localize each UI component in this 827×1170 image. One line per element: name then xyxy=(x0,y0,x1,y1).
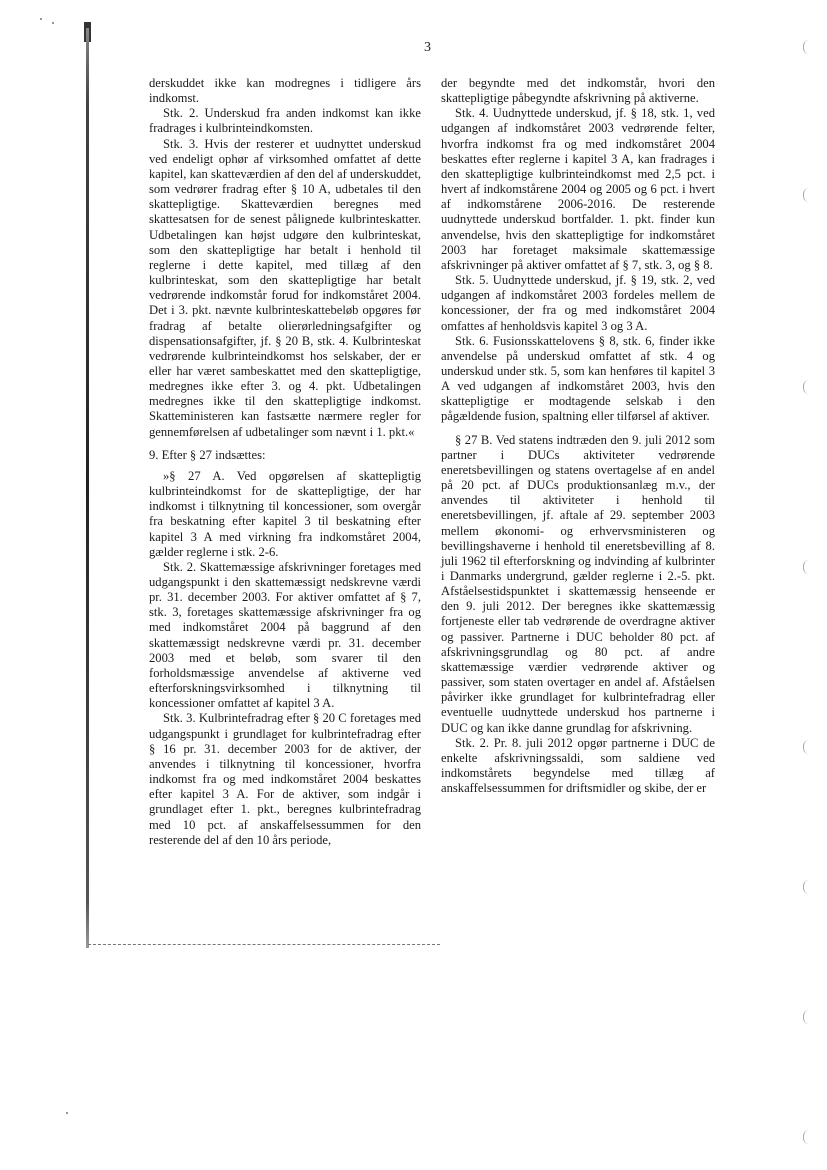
paragraph: Stk. 3. Kulbrintefradrag efter § 20 C foretages med udgangspunkt i grundlaget for kulbrintefradrag efter § 16 pr. 31. december 2003 for de aktiver, der anvendes i tilknytning til koncessioner, hvorfra indkomst fra og med indkomståret 2004 beskattes efter kapitel 3 A. For de aktiver, som indgår i grundlaget efter 1. pkt., beregnes kulbrintefradrag med 10 pct. af anskaffelsessummen for den resterende del af den 10 års periode, xyxy=(149,711,421,847)
paragraph: Stk. 3. Hvis der resterer et uudnyttet underskud ved endeligt ophør af virksomhed omfattet af dette kapitel, kan skatteværdien af den del af underskuddet, som vedrører fradrag efter § 10 A, udbetales til den skattepligtige. Skatteværdien beregnes med skattesatsen for de senest pålignede kulbrinteskatter. Udbetalingen kan højst udgøre den kulbrinteskat, som den skattepligtige har betalt i henhold til reglerne i dette kapitel, med tillæg af den kulbrinteskat, som den skattepligtige har betalt vedrørende indkomstår forud for indkomståret 2004. Det i 3. pkt. nævnte kulbrinteskattebeløb opgøres før fradrag af betalte olierørledningsafgifter og dispensationsafgifter, jf. § 20 B, stk. 4. Kulbrinteskat vedrørende kulbrinteindkomst hos selskaber, der er eller har været sambeskattet med den skattepligtige, medregnes ikke efter 3. og 4. pkt. Udbetalingen medregnes ikke til den skattepligtige indkomst. Skatteministeren kan fastsætte nærmere regler for gennemførelsen af udbetalinger som nævnt i 1. pkt.« xyxy=(149,136,421,439)
paragraph: der begyndte med det indkomstår, hvori den skattepligtige påbegyndte afskrivning på aktiverne. xyxy=(441,76,715,106)
scan-speck xyxy=(66,1112,68,1114)
paragraph: Stk. 4. Uudnyttede underskud, jf. § 18, stk. 1, ved udgangen af indkomståret 2003 vedrørende felter, hvorfra indkomst fra og med indkomståret 2004 beskattes efter reglerne i kapitel 3 A, kan fradrages i den skattepligtige kulbrinteindkomst med 2,5 pct. i hvert af indkomstårene 2004 og 2005 og 6 pct. i hvert af indkomstårene 2006-2016. De resterende uudnyttede underskud bortfalder. 1. pkt. finder kun anvendelse, hvis den skattepligtige for indkomståret 2003 har foretaget maksimale skattemæssige afskrivninger på aktiver omfattet af § 7, stk. 3, og § 8. xyxy=(441,106,715,272)
scan-speck xyxy=(40,18,42,20)
left-column xyxy=(149,76,421,848)
paragraph: »§ 27 A. Ved opgørelsen af skattepligtig kulbrinteindkomst for de skattepligtige, der har indkomst i tilknytning til koncessioner, som overgår fra beskatning efter kapitel 3 til beskatning efter kapitel 3 A med virkning fra indkomståret 2004, gælder reglerne i stk. 2-6. xyxy=(149,468,421,559)
paragraph: derskuddet ikke kan modregnes i tidligere års indkomst. xyxy=(149,76,421,106)
margin-mark xyxy=(803,380,810,394)
page-number: 3 xyxy=(424,40,431,55)
paragraph: Stk. 2. Pr. 8. juli 2012 opgør partnerne i DUC de enkelte afskrivningssaldi, som saldiene ved indkomstårets begyndelse med tillæg af anskaffelsessummen for driftsmidler og skibe, der er xyxy=(441,735,715,796)
margin-mark xyxy=(803,188,810,202)
scan-speck xyxy=(52,22,54,24)
paragraph: Stk. 2. Skattemæssige afskrivninger foretages med udgangspunkt i den skattemæssigt nedskrevne værdi pr. 31. december 2003. For aktiver omfattet af § 7, stk. 3, foretages skattemæssige afskrivninger fra og med indkomståret 2004 på baggrund af den skattemæssigt nedskrevne værdi pr. 31. december 2003 med et beløb, som svarer til den forholdsmæssige anvendelse af aktiverne ved efterforskningsvirksomhed i tilknytning til koncessioner omfattet af kapitel 3 A. xyxy=(149,559,421,711)
paragraph: Stk. 2. Underskud fra anden indkomst kan ikke fradrages i kulbrinteindkomsten. xyxy=(149,106,421,136)
paragraph: Stk. 6. Fusionsskattelovens § 8, stk. 6, finder ikke anvendelse på underskud omfattet af stk. 4 og underskud under stk. 5, som kan henføres til kapitel 3 A ved udgangen af indkomståret 2003, hvis den skattepligtige er modtagende selskab i den pågældende fusion, spaltning eller tilførsel af aktiver. xyxy=(441,333,715,424)
section-heading: 9. Efter § 27 indsættes: xyxy=(149,447,266,462)
margin-mark xyxy=(803,560,810,574)
paragraph: Stk. 5. Uudnyttede underskud, jf. § 19, stk. 2, ved udgangen af indkomståret 2003 fordeles mellem de koncessioner, der fra og med indkomståret 2004 omfattes af henholdsvis kapitel 3 og 3 A. xyxy=(441,273,715,333)
margin-mark xyxy=(803,880,810,894)
margin-mark xyxy=(803,740,810,754)
paragraph: § 27 B. Ved statens indtræden den 9. juli 2012 som partner i DUCs aktiviteter vedrørende eneretsbevillingen og statens overtagelse af en andel på 20 pct. af DUCs produktionsanlæg m.v., der anvendes til aktiviteter i henhold til eneretsbevillingen, jf. aftale af 29. september 2003 mellem økonomi- og erhvervsministeren og bevillingshaverne i henhold til eneretsbevilling af 8. juli 1962 til efterforskning og indvinding af kulbrinter i Danmarks undergrund, gælder reglerne i 2.-5. pkt. Afståelsestidspunktet i skattemæssig henseende er den 9. juli 2012. Der beregnes ikke skattemæssig fortjeneste eller tab vedrørende de overdragne aktiver og passiver. Partnerne i DUC beholder 80 pct. af afskrivningsgrundlag og 80 pct. af andre skattemæssige værdier vedrørende aktiver og passiver, som staten overtager en andel af. Afståelsen påvirker ikke grundlaget for kulbrintefradrag eller eventuelle uudnyttede underskud hos partnerne i DUC og kan ikke danne grundlag for afskrivning. xyxy=(441,432,715,735)
scan-left-edge xyxy=(86,28,89,948)
margin-mark xyxy=(803,1010,810,1024)
margin-mark xyxy=(803,1130,810,1144)
right-column xyxy=(441,76,715,796)
scan-bottom-rule xyxy=(88,944,440,945)
margin-mark xyxy=(803,40,810,54)
